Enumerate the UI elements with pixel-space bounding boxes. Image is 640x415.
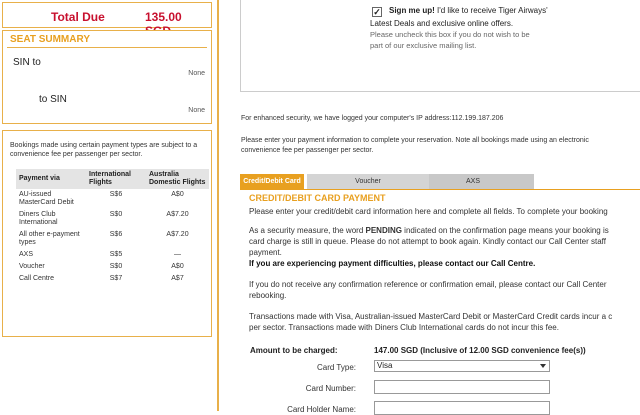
fee-header-domestic: Australia Domestic Flights (146, 169, 209, 189)
seat-route-return-value: None (188, 107, 205, 114)
fee-cell: S$7 (109, 275, 123, 282)
fee-cell: Call Centre (19, 275, 55, 282)
card-section-title: CREDIT/DEBIT CARD PAYMENT (249, 193, 386, 203)
fee-cell: All other e-payment types (19, 231, 80, 246)
fee-cell: A$7 (171, 275, 184, 282)
card-type-label: Card Type: (317, 363, 356, 372)
newsletter-signup-box (240, 0, 640, 92)
fee-header-international: International Flights (86, 169, 146, 189)
pending-notice-line2: card charge is still in queue. Please do not attempt to book again. Kindly contact our Call Center staff (249, 237, 606, 246)
fee-cell: S$6 (109, 191, 123, 198)
seat-summary-panel (2, 30, 212, 124)
fee-cell: S$6 (109, 231, 123, 238)
card-holder-input[interactable] (374, 401, 550, 415)
payment-intro-line1: Please enter your payment information to complete your reservation. Note all bookings made using an electronic (241, 137, 589, 144)
fee-cell: S$0 (109, 211, 123, 218)
signup-line3: Please uncheck this box if you do not wish to be (370, 30, 530, 39)
table-row (16, 229, 209, 249)
pending-notice-line3: payment. (249, 248, 282, 257)
card-type-value: Visa (377, 361, 393, 370)
seat-summary-divider (7, 47, 207, 48)
no-confirmation-line2: rebooking. (249, 291, 287, 300)
seat-route-return: to SIN (39, 94, 67, 105)
fee-transactions-line2: per sector. Transactions made with Diners Club International cards do not incur this fee. (249, 323, 559, 332)
pending-word: PENDING (365, 226, 402, 235)
fee-cell: A$0 (171, 191, 184, 198)
total-due-value: 135.00 (145, 10, 182, 24)
chevron-down-icon (540, 364, 546, 368)
payment-intro-line2: convenience fee per passenger per sector. (241, 147, 374, 154)
fee-note: Bookings made using certain payment types are subject to a convenience fee per passenger per sector. (10, 142, 198, 158)
card-type-select[interactable] (374, 360, 550, 372)
total-due-panel (2, 2, 212, 28)
column-divider (217, 0, 219, 411)
fee-cell: A$7.20 (166, 211, 189, 218)
signup-line4: part of our exclusive mailing list. (370, 41, 477, 50)
fee-cell: S$0 (109, 263, 123, 270)
tab-voucher[interactable]: Voucher (307, 174, 429, 189)
tab-credit-debit-card[interactable]: Credit/Debit Card (240, 174, 304, 189)
fee-header-payment: Payment via (16, 169, 86, 189)
seat-summary-title: SEAT SUMMARY (10, 34, 90, 45)
signup-bold-label: Sign me up! (389, 6, 435, 15)
total-due-label: Total Due (51, 10, 105, 24)
table-row (16, 249, 209, 261)
card-holder-label: Card Holder Name: (287, 405, 356, 414)
fee-transactions-line1: Transactions made with Visa, Australian-issued MasterCard Debit or MasterCard Credit cards incur a c (249, 312, 613, 321)
fee-cell: AXS (19, 251, 34, 258)
fee-cell: S$5 (109, 251, 123, 258)
card-section-p1: Please enter your credit/debit card information here and complete all fields. To complete your booking (249, 207, 608, 216)
payment-tabs (240, 174, 640, 189)
pending-pre: As a security measure, the word (249, 226, 366, 235)
payment-difficulty-notice: If you are experiencing payment difficulties, please contact our Call Centre. (249, 259, 536, 268)
card-number-label: Card Number: (305, 384, 356, 393)
signup-line1 (389, 6, 548, 15)
fee-cell: — (174, 251, 181, 258)
tab-underline (240, 189, 640, 190)
table-row (16, 261, 209, 273)
fee-cell: A$0 (171, 263, 184, 270)
fee-cell: AU-issued MasterCard Debit (19, 191, 74, 206)
pending-post: indicated on the confirmation page means your booking is (401, 226, 609, 235)
fee-cell: A$7.20 (166, 231, 189, 238)
fee-table (16, 169, 209, 285)
card-number-input[interactable] (374, 380, 550, 394)
table-row (16, 273, 209, 285)
payment-intro (241, 136, 589, 156)
seat-route-outbound: SIN to (13, 57, 41, 68)
amount-value: 147.00 SGD (Inclusive of 12.00 SGD convenience fee(s)) (374, 346, 586, 355)
table-row (16, 209, 209, 229)
no-confirmation-line1: If you do not receive any confirmation reference or confirmation email, please contact our Call Center (249, 280, 607, 289)
security-notice: For enhanced security, we have logged your computer's IP address:112.199.187.206 (241, 115, 504, 122)
signup-line1-text: I'd like to receive Tiger Airways' (434, 6, 548, 15)
convenience-fee-panel (2, 130, 212, 337)
amount-label: Amount to be charged: (250, 346, 338, 355)
fee-table-header (16, 169, 209, 189)
tab-axs[interactable]: AXS (412, 174, 534, 189)
signup-checkbox[interactable]: ✓ (373, 7, 381, 17)
signup-line2: Latest Deals and exclusive online offers. (370, 19, 514, 28)
seat-route-outbound-value: None (188, 70, 205, 77)
table-row (16, 189, 209, 209)
fee-cell: Diners Club International (19, 211, 58, 226)
pending-notice-line1 (249, 226, 609, 236)
fee-cell: Voucher (19, 263, 45, 270)
